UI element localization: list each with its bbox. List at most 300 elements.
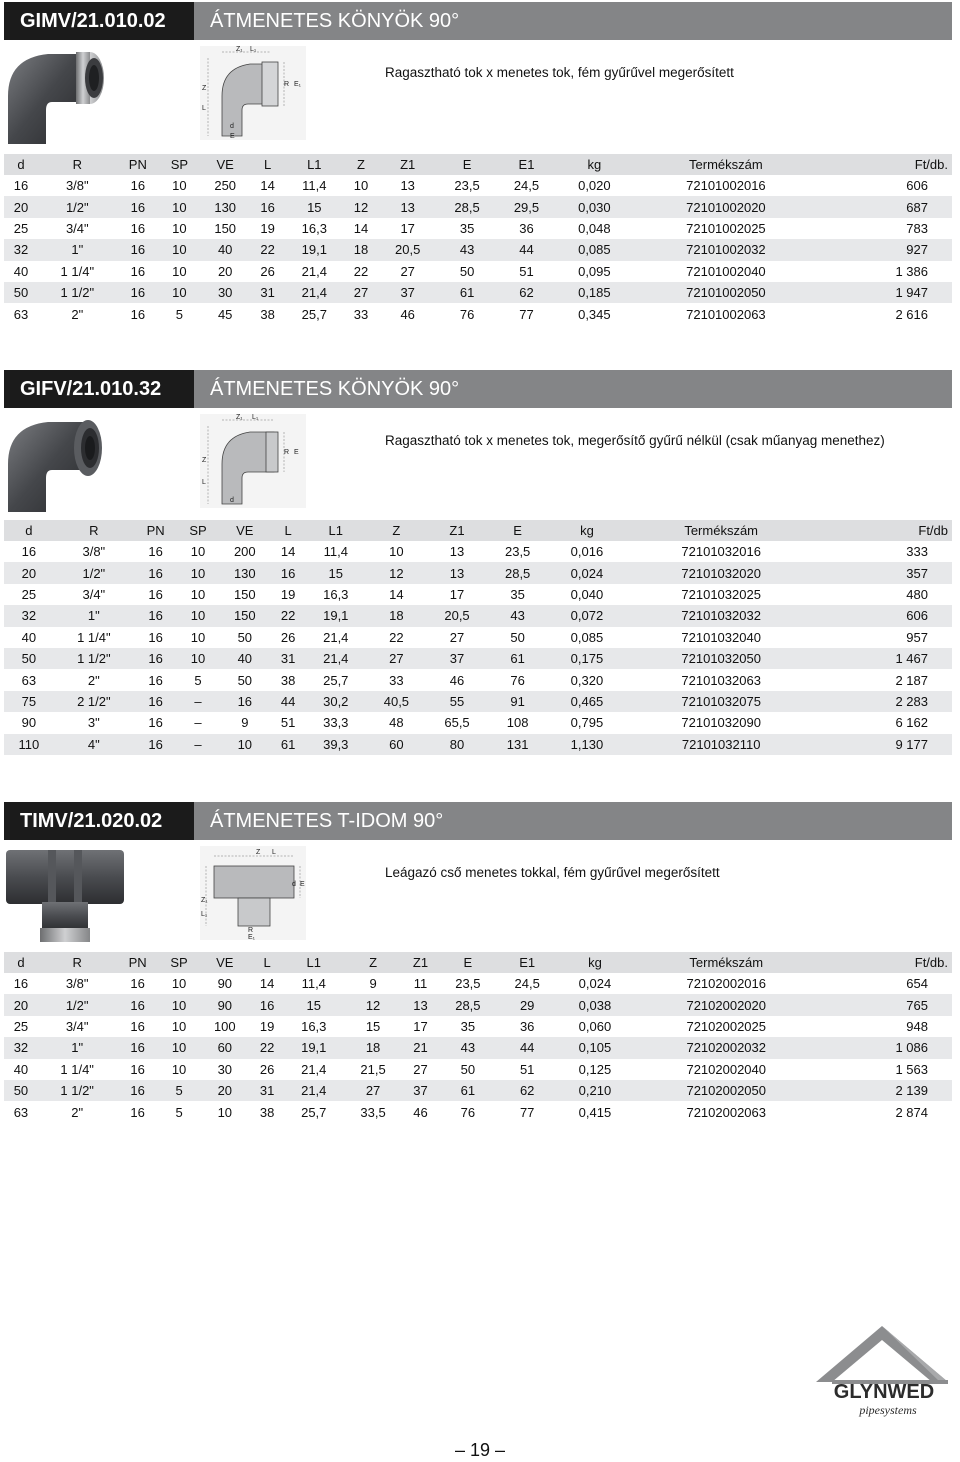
table-cell: 16 [130,1018,145,1034]
table-cell: 72101032050 [626,648,817,669]
table-cell: 2 283 [816,691,952,712]
table-cell: 0,320 [570,672,604,688]
product-code: GIFV/21.010.32 [4,370,194,408]
table-cell: 72101032075 [626,691,817,712]
table-cell: 0,185 [556,282,632,303]
table-cell: 11,4 [302,178,327,194]
product-info [4,840,952,950]
table-cell: 40 [13,1061,29,1077]
table-cell: 1 1/4" [60,263,95,279]
table-cell: 16 [271,562,306,583]
column-header: PN [116,952,158,973]
section-title-bar [4,2,952,40]
table-cell: 77 [519,1104,535,1120]
table-cell: 80 [427,734,488,755]
table-cell: 33 [353,306,369,322]
table-cell: 12 [366,562,427,583]
table-cell: 33,5 [360,1104,386,1120]
table-cell: 38 [260,306,275,322]
table-cell: 50 [510,629,525,645]
table-cell: 5 [194,672,202,688]
table-cell: 9 177 [816,734,952,755]
column-header: SP [177,520,219,541]
table-cell: 957 [906,629,928,645]
column-header: Termékszám [633,952,819,973]
table-cell: 32 [4,1037,38,1058]
column-header: Z [343,952,402,973]
drawing-label: L [202,479,206,486]
table-cell: 19 [260,220,275,236]
table-cell: 1 386 [895,263,928,279]
table-cell: 31 [250,1080,284,1101]
table-cell: 948 [906,1018,928,1034]
drawing-label: R [248,927,254,934]
table-cell: 130 [219,562,271,583]
table-cell: 40 [13,263,29,279]
table-cell: 1 467 [816,648,952,669]
table-cell: 33,3 [323,715,349,731]
table-cell: 20,5 [378,239,437,260]
section-title: ÁTMENETES KÖNYÖK 90° [210,378,460,400]
table-row [4,1101,952,1122]
table-row [4,175,952,196]
table-cell: 50 [4,648,54,669]
table-cell: 22 [251,239,285,260]
table-cell: 1 086 [819,1037,952,1058]
table-row [4,303,952,324]
table-row [4,627,952,648]
product-code: TIMV/21.020.02 [4,802,194,840]
table-row [4,605,952,626]
table-cell: 61 [438,1080,497,1101]
table-cell: 20 [4,994,38,1015]
column-header: R [38,154,117,175]
table-cell: 19 [259,1018,275,1034]
table-header-row [4,952,952,973]
column-header: R [54,520,134,541]
table-cell: 23,5 [504,544,531,560]
spec-table [4,520,952,755]
drawing-label: E [300,881,305,888]
table-cell: 90 [21,715,37,731]
column-header: VE [219,520,271,541]
table-cell: 18 [366,605,427,626]
table-cell: 1/2" [54,562,134,583]
column-header: L1 [305,520,366,541]
table-cell: 50 [459,263,475,279]
table-cell: 26 [260,263,275,279]
table-cell: 783 [906,220,928,236]
table-cell: 72101032032 [626,605,817,626]
table-cell: 61 [271,734,306,755]
table-cell: 72101032025 [681,586,761,602]
table-cell: 16 [130,178,146,194]
product-description: Leágazó cső menetes tokkal, fém gyűrűvel megerősített [385,865,720,880]
table-cell: 1 1/4" [77,629,111,645]
table-row [4,239,952,260]
table-cell: 10 [172,263,187,279]
table-cell: 13 [400,178,415,194]
table-cell: 11,4 [323,544,348,560]
table-cell: 30 [217,1061,233,1077]
table-cell: 3/8" [82,544,106,560]
spec-table [4,154,952,325]
table-cell: 72101032020 [626,562,817,583]
column-header: E1 [497,154,556,175]
table-cell: 37 [403,1080,439,1101]
table-cell: 27 [366,648,427,669]
table-cell: 16,3 [301,220,327,236]
table-cell: 44 [271,691,306,712]
table-cell: 0,345 [578,306,611,322]
table-cell: 21,4 [285,282,344,303]
table-cell: 14 [353,220,369,236]
table-cell: 9 [369,976,377,992]
table-cell: 16 [134,648,177,669]
table-cell: 76 [510,672,525,688]
table-cell: 0,040 [570,586,604,602]
table-cell: 1 947 [819,282,952,303]
table-cell: 22 [353,263,369,279]
table-row [4,734,952,755]
table-cell: 51 [519,263,534,279]
table-cell: 61 [487,648,548,669]
table-cell: 0,060 [578,1018,612,1034]
table-cell: 72101002050 [633,282,820,303]
column-header: PN [117,154,159,175]
table-cell: 1" [54,605,134,626]
table-cell: 75 [4,691,54,712]
table-cell: 5 [175,306,183,322]
table-cell: 43 [487,605,548,626]
table-cell: 10 [219,734,271,755]
product-info [4,408,952,518]
table-cell: 0,175 [548,648,626,669]
drawing-label: Z₁ [201,897,208,904]
table-cell: 10 [171,1018,187,1034]
table-cell: 0,795 [570,715,604,731]
table-cell: 16 [117,196,159,217]
drawing-label: L₁ [201,911,208,918]
table-cell: 10 [159,1037,200,1058]
table-cell: 16 [148,672,163,688]
table-cell: 23,5 [454,178,480,194]
table-cell: 62 [497,282,556,303]
column-header: kg [557,952,633,973]
product-description: Ragasztható tok x menetes tok, megerősítő gyűrű nélkül (csak műanyag menethez) [385,433,885,448]
table-cell: 25 [21,586,37,602]
section-title: ÁTMENETES KÖNYÖK 90° [210,10,460,32]
table-cell: 16 [148,715,163,731]
table-cell: 1 563 [895,1061,928,1077]
table-cell: 150 [233,586,256,602]
table-cell: 76 [460,1104,476,1120]
table-cell: 26 [259,1061,275,1077]
table-cell: 15 [284,994,343,1015]
table-cell: 19,1 [284,1037,343,1058]
table-cell: 91 [487,691,548,712]
table-cell: 27 [413,1061,428,1077]
table-cell: 10 [171,1061,187,1077]
table-cell: 17 [413,1018,428,1034]
table-cell: 12 [343,994,402,1015]
table-cell: 11,4 [301,976,326,992]
column-header: Ft/db. [819,952,952,973]
table-cell: 46 [413,1104,428,1120]
column-header: kg [548,520,626,541]
table-cell: 21,4 [323,629,349,645]
column-header: L [271,520,306,541]
table-cell: 13 [403,994,439,1015]
table-cell: 72102002040 [686,1061,766,1077]
table-cell: 2 1/2" [54,691,134,712]
table-cell: 24,5 [514,976,540,992]
table-cell: 606 [906,178,928,194]
table-cell: 40 [219,648,271,669]
table-cell: 150 [214,220,237,236]
table-cell: 15 [365,1018,381,1034]
table-cell: 250 [214,178,237,194]
table-cell: 20 [4,562,54,583]
table-cell: 17 [449,586,465,602]
table-cell: 76 [459,306,475,322]
table-cell: 16 [148,629,163,645]
table-cell: 29 [498,994,557,1015]
table-cell: 72102002020 [633,994,819,1015]
drawing-label: L [272,849,276,856]
table-cell: 21,4 [305,648,366,669]
column-header: Z1 [378,154,437,175]
table-cell: 22 [271,605,306,626]
drawing-label: E₁ [294,81,302,88]
table-cell: 44 [497,239,556,260]
drawing-label: L₁ [250,46,257,53]
table-cell: 48 [389,715,404,731]
table-cell: 32 [4,239,38,260]
table-cell: 10 [177,648,219,669]
table-cell: 51 [519,1061,535,1077]
page-number: – 19 – [454,1440,506,1460]
table-cell: 927 [819,239,952,260]
table-row [4,218,952,239]
table-cell: 28,5 [487,562,548,583]
table-cell: 1/2" [38,994,117,1015]
table-cell: 72101002016 [686,178,766,194]
column-header: d [4,154,38,175]
logo-tagline: pipesystems [859,1403,917,1417]
table-cell: 20 [199,1080,250,1101]
table-cell: 61 [437,282,496,303]
table-cell: 27 [344,282,378,303]
table-header-row [4,520,952,541]
column-header: E1 [498,952,557,973]
table-header-row [4,154,952,175]
table-cell: 16 [130,220,146,236]
table-cell: 36 [519,1018,535,1034]
table-cell: 10 [172,220,187,236]
section-title: ÁTMENETES T-IDOM 90° [210,810,444,832]
column-header: L [251,154,285,175]
table-cell: 21,4 [284,1080,343,1101]
table-cell: 6 162 [895,715,928,731]
drawing-label: Z [202,85,207,92]
table-cell: 72101002040 [686,263,766,279]
table-cell: 16 [130,306,146,322]
column-header: d [4,520,54,541]
section-timv [4,802,952,1120]
table-cell: 0,016 [570,544,604,560]
table-cell: 5 [159,1080,200,1101]
table-cell: 10 [159,282,200,303]
table-cell: 0,072 [548,605,626,626]
table-cell: 14 [259,976,275,992]
table-cell: 0,020 [578,178,611,194]
table-cell: 0,024 [548,562,626,583]
table-cell: 16 [148,586,163,602]
glynwed-logo [812,1322,954,1420]
table-cell: 3/8" [65,976,89,992]
table-cell: 3/8" [65,178,89,194]
table-cell: 16 [250,994,284,1015]
table-cell: 32 [4,605,54,626]
table-cell: 1 1/4" [60,1061,94,1077]
drawing-label: Z₁ [236,46,243,53]
table-cell: 50 [4,1080,38,1101]
table-cell: 43 [438,1037,497,1058]
product-code: GIMV/21.010.02 [4,2,194,40]
table-cell: 37 [427,648,488,669]
table-cell: 0,415 [578,1104,612,1120]
technical-drawing [200,414,306,508]
table-cell: 150 [219,605,271,626]
table-cell: 72101002063 [686,306,766,322]
table-cell: 10 [353,178,369,194]
table-row [4,282,952,303]
table-cell: 0,465 [548,691,626,712]
table-cell: 27 [400,263,415,279]
table-cell: 5 [175,1104,183,1120]
table-cell: 33 [389,672,404,688]
table-row [4,541,952,562]
table-cell: 9 [241,715,249,731]
table-cell: 60 [366,734,427,755]
table-cell: 16 [148,544,163,560]
table-cell: 100 [213,1018,236,1034]
table-cell: 10 [177,562,219,583]
drawing-label: R [284,81,290,88]
table-cell: 50 [237,629,253,645]
column-header: L1 [285,154,344,175]
table-cell: 60 [199,1037,250,1058]
column-header: Z1 [427,520,488,541]
spec-table [4,952,952,1123]
drawing-label: d [292,881,296,888]
drawing-label: E₁ [248,934,256,940]
table-cell: 45 [217,306,233,322]
table-cell: 25 [13,1018,29,1034]
table-cell: 16 [116,1080,158,1101]
table-cell: 16 [13,178,29,194]
table-cell: 22 [250,1037,284,1058]
table-cell: 2 616 [895,306,928,322]
table-cell: 35 [459,220,475,236]
table-row [4,584,952,605]
table-cell: 130 [200,196,251,217]
table-cell: 25,7 [301,1104,327,1120]
table-cell: 28,5 [437,196,496,217]
table-cell: 10 [172,178,187,194]
table-row [4,1059,952,1080]
table-cell: 16 [116,1037,158,1058]
column-header: SP [159,952,200,973]
table-cell: 1" [38,239,117,260]
table-cell: 20 [217,263,233,279]
table-cell: 16 [251,196,285,217]
table-cell: 1,130 [548,734,626,755]
drawing-label: L₁ [252,414,259,421]
table-cell: 0,085 [556,239,632,260]
table-cell: 16 [134,562,177,583]
table-cell: 72102002016 [686,976,766,992]
table-cell: 50 [4,282,38,303]
table-cell: 37 [378,282,437,303]
table-cell: 19 [280,586,296,602]
table-cell: – [194,715,202,731]
table-cell: 21,5 [360,1061,386,1077]
table-row [4,712,952,733]
table-cell: 1/2" [38,196,117,217]
section-title-bar [4,370,952,408]
table-cell: 10 [217,1104,233,1120]
column-header: Z1 [403,952,439,973]
table-cell: 17 [400,220,415,236]
table-cell: 30 [200,282,251,303]
table-cell: 16 [117,239,159,260]
table-cell: 72102002063 [686,1104,766,1120]
table-cell: 43 [437,239,496,260]
table-cell: 14 [260,178,275,194]
table-cell: 27 [449,629,465,645]
table-cell: 10 [190,586,206,602]
drawing-label: Z [256,849,261,856]
table-cell: 4" [54,734,134,755]
section-gifv [4,370,952,752]
section-title-bar [4,802,952,840]
drawing-label: E [294,449,299,456]
table-cell: 10 [177,605,219,626]
table-cell: 36 [519,220,534,236]
table-cell: 20,5 [427,605,488,626]
table-cell: 2" [71,306,84,322]
table-cell: 55 [427,691,488,712]
table-cell: 14 [389,586,404,602]
table-cell: 72102002025 [686,1018,766,1034]
table-cell: 72102002032 [633,1037,819,1058]
table-cell: 63 [13,306,29,322]
table-cell: 28,5 [438,994,497,1015]
table-cell: 3/4" [65,1018,89,1034]
logo-name: GLYNWED [833,1381,935,1403]
table-cell: 35 [460,1018,476,1034]
table-cell: 0,105 [557,1037,633,1058]
table-cell: 51 [280,715,296,731]
table-cell: 35 [510,586,525,602]
table-cell: 72101032040 [681,629,761,645]
table-cell: 72101032090 [681,715,761,731]
column-header: PN [134,520,177,541]
table-row [4,196,952,217]
table-cell: 108 [506,715,529,731]
